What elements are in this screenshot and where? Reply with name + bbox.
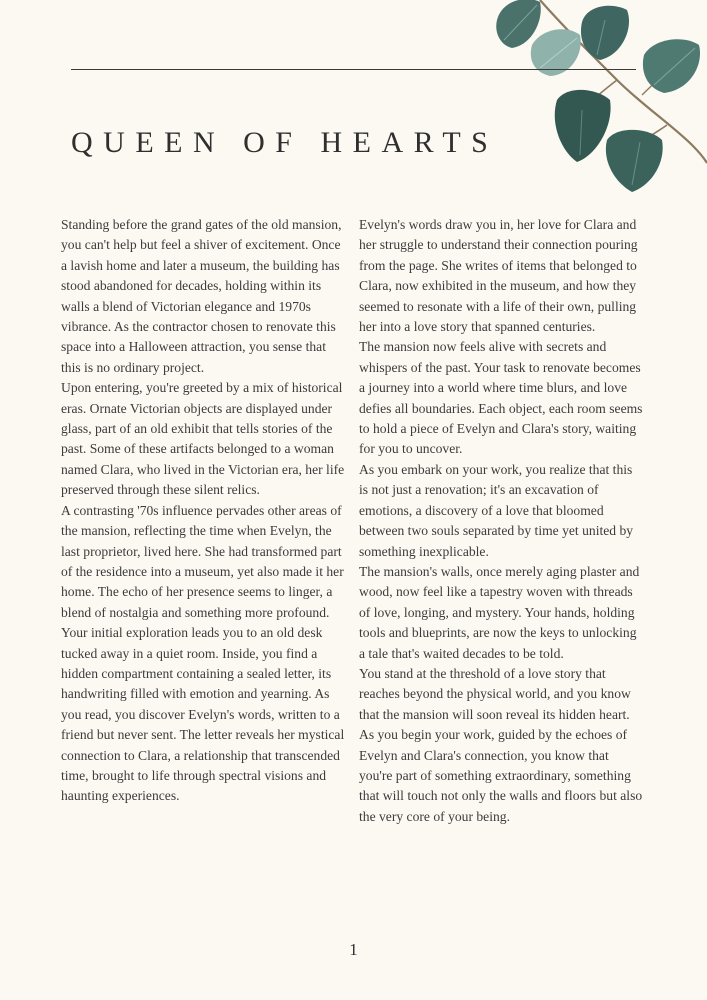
paragraph: Evelyn's words draw you in, her love for Clara and her struggle to understand their connection pouring from the page. She writes of items that belonged to Clara, now exhibited in the museum, and how they seemed to resonate with a life of their own, pulling her into a love story that spanned centuries.: [359, 217, 638, 335]
paragraph: The mansion now feels alive with secrets and whispers of the past. Your task to renovate becomes a journey into a world where time blurs, and love defies all boundaries. Each object, each room seems to hold a piece of Evelyn and Clara's story, waiting for you to uncover.: [359, 339, 643, 457]
leaf-5: [555, 90, 611, 162]
top-divider: [71, 69, 636, 70]
paragraph: You stand at the threshold of a love story that reaches beyond the physical world, and you know that the mansion will soon reveal its hidden heart. As you begin your work, guided by the echoes of Evelyn and Clara's connection, you know that you're part of something extraordinary, something that will touch not only the walls and floors but also the very core of your being.: [359, 665, 643, 824]
page-title: QUEEN OF HEARTS: [71, 126, 499, 159]
paragraph: Your initial exploration leads you to an old desk tucked away in a quiet room. Inside, you find a hidden compartment containing a sealed letter, its handwriting filled with emotion and yearning. As you read, you discover Evelyn's words, written to a friend but never sent. The letter reveals her mystical connection to Clara, a relationship that transcended time, brought to life through spectral visions and haunting experiences.: [61, 625, 345, 804]
leaf-3: [581, 6, 629, 60]
left-column: [61, 215, 346, 807]
leaf-4: [643, 39, 700, 93]
page-number: 1: [349, 940, 358, 959]
leaf-6: [606, 130, 663, 192]
leaf-1: [496, 0, 541, 48]
paragraph: As you embark on your work, you realize that this is not just a renovation; it's an excavation of emotions, a discovery of a love that bloomed between two souls separated by time yet united by something inexplicable.: [359, 461, 634, 559]
leafy-branch-icon: [492, 0, 707, 200]
paragraph: The mansion's walls, once merely aging plaster and wood, now feel like a tapestry woven with threads of love, longing, and mystery. Your hands, holding tools and blueprints, are now the keys to unlocking a tale that's waited decades to be told.: [359, 563, 640, 661]
paragraph: A contrasting '70s influence pervades other areas of the mansion, reflecting the time when Evelyn, the last proprietor, lived here. She had transformed part of the residence into a museum, yet also made it her home. The echo of her presence seems to linger, a blend of nostalgia and something more profound.: [61, 502, 344, 620]
paragraph: Upon entering, you're greeted by a mix of historical eras. Ornate Victorian objects are displayed under glass, part of an old exhibit that tells stories of the past. Some of these artifacts belonged to a woman named Clara, who lived in the Victorian era, her life preserved through these silent relics.: [61, 380, 345, 498]
right-column: [359, 215, 644, 827]
paragraph: Standing before the grand gates of the old mansion, you can't help but feel a shiver of excitement. Once a lavish home and later a museum, the building has stood abandoned for decades, holding within its walls a blend of Victorian elegance and 1970s vibrance. As the contractor chosen to renovate this space into a Halloween attraction, you sense that this is no ordinary project.: [61, 217, 342, 375]
